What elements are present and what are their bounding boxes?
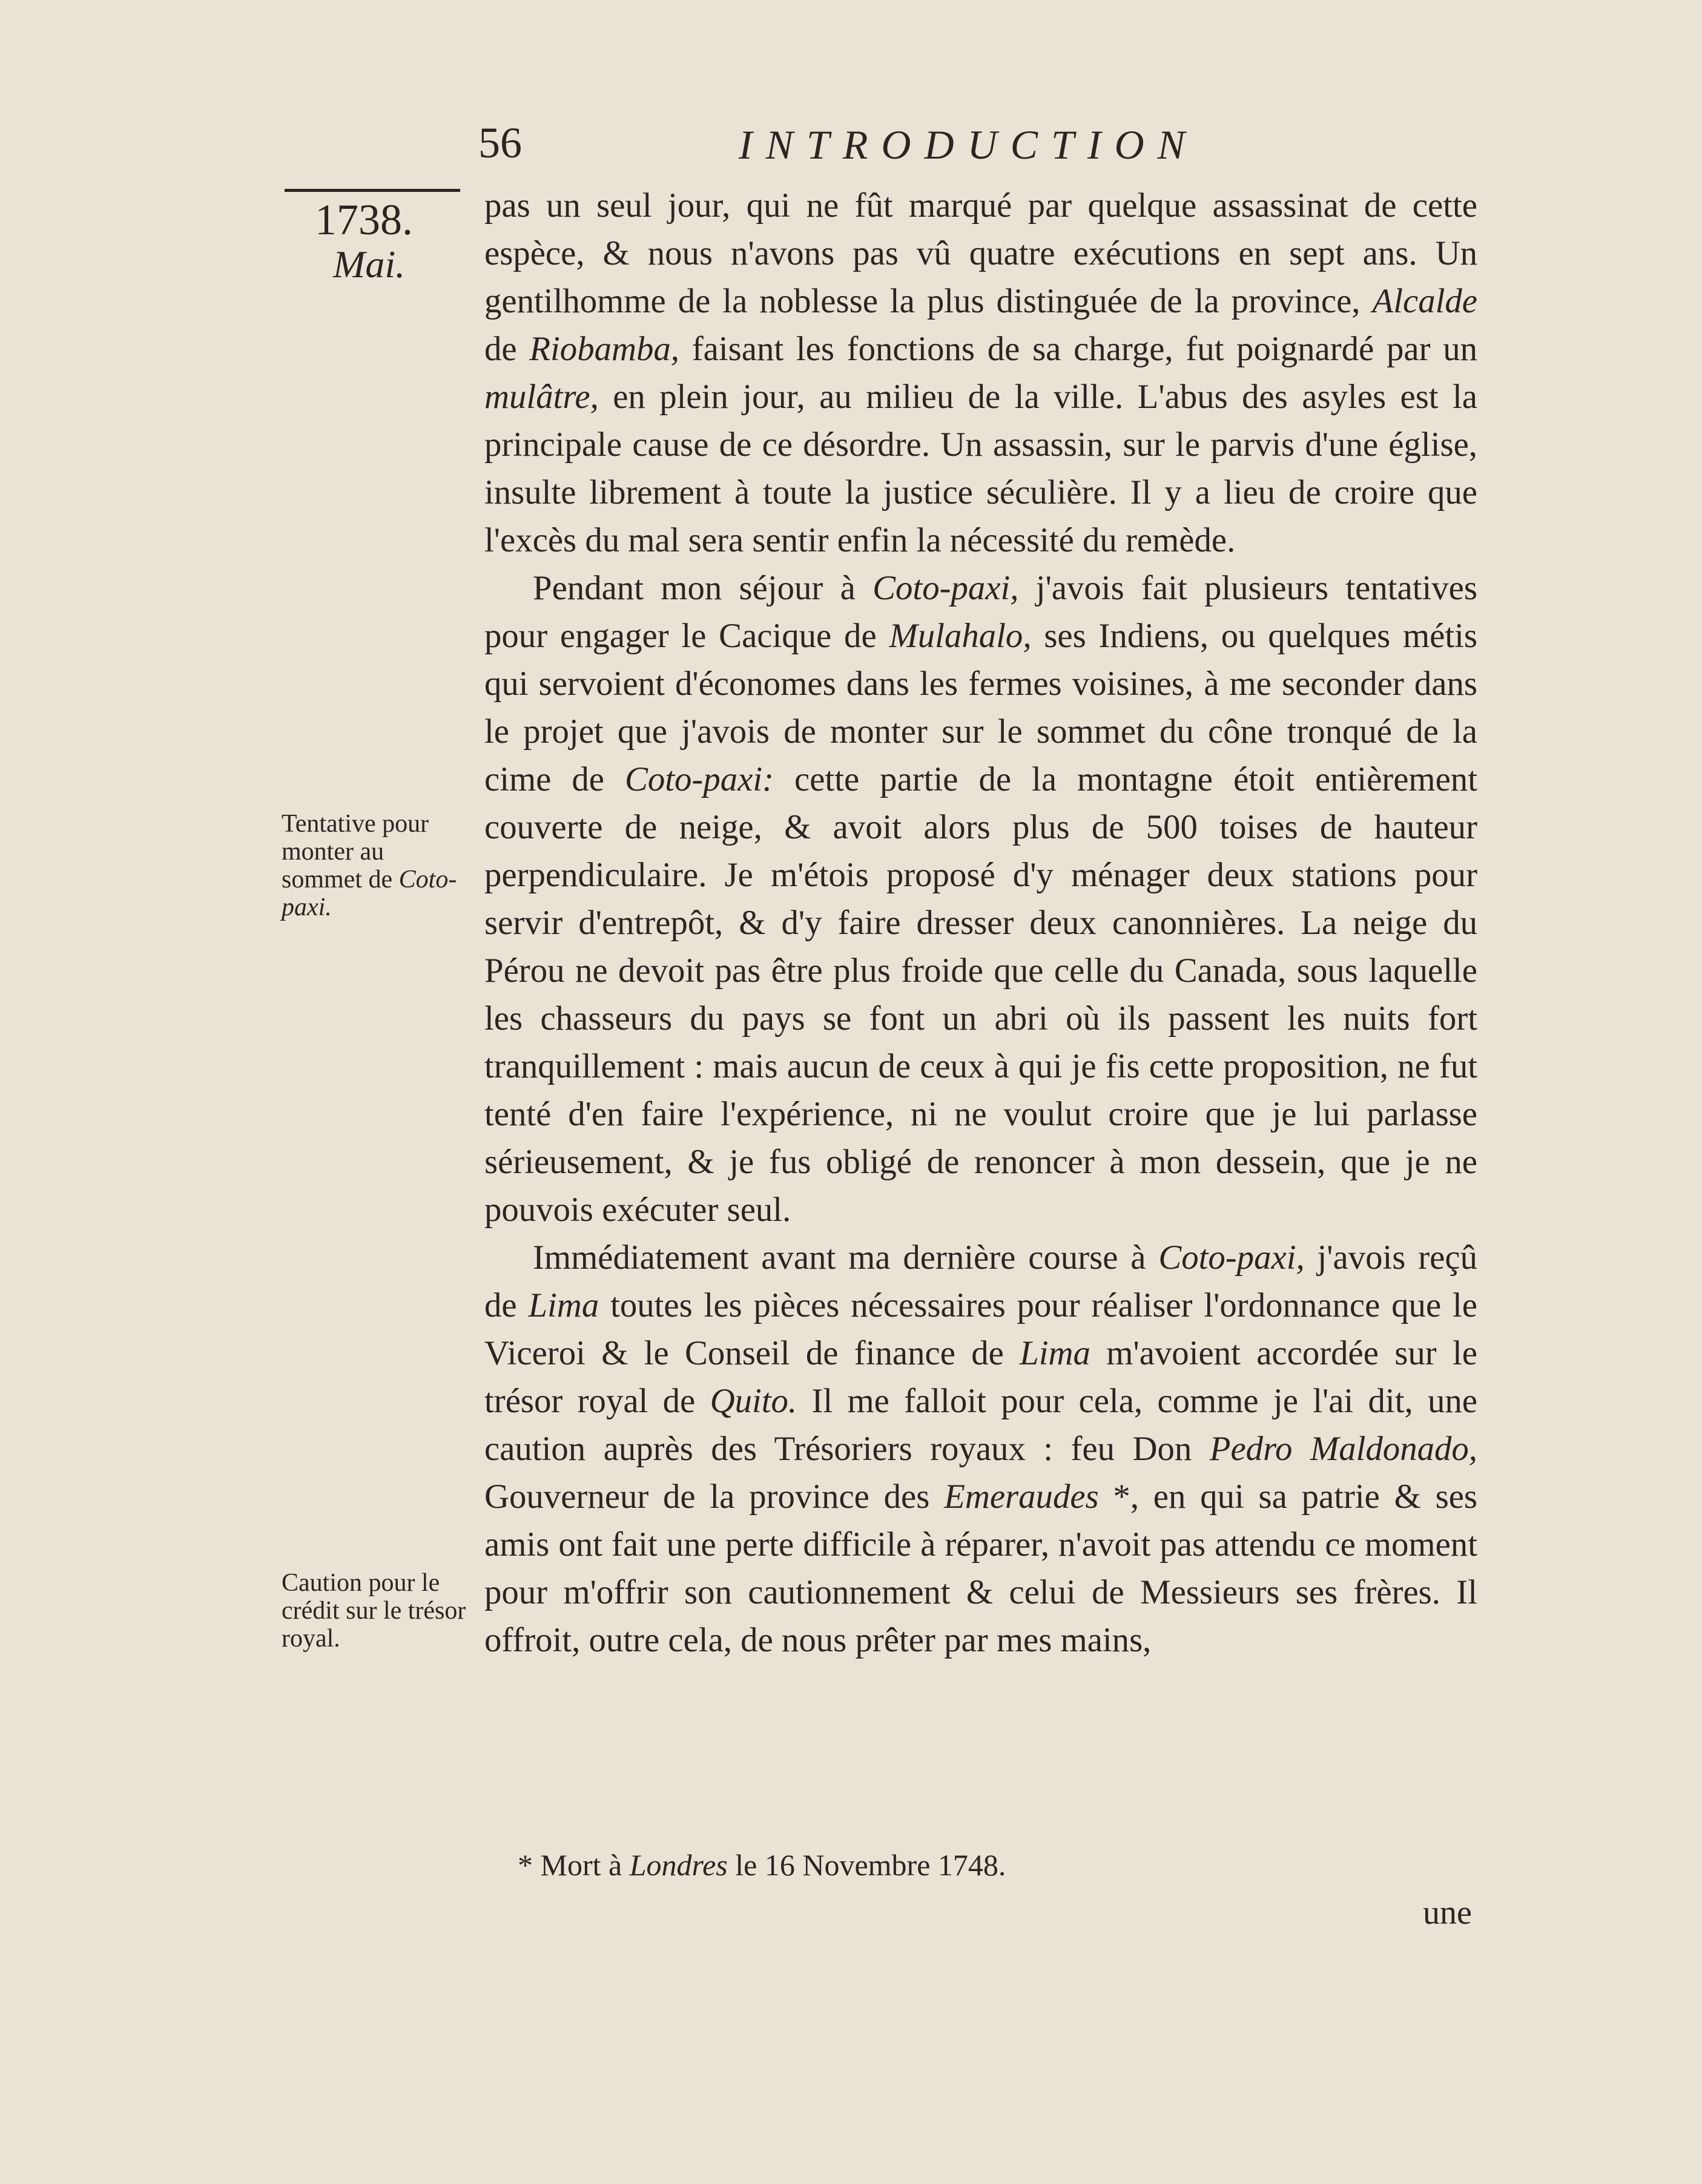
margin-year: 1738. <box>315 196 413 244</box>
running-title: INTRODUCTION <box>739 122 1198 168</box>
paragraph-2: Pendant mon séjour à Coto-paxi, j'avois fait plusieurs tentatives pour engager le Cacique de Mulahalo, ses Indiens, ou quelques métis qui servoient d'économes dans les fermes voisines, à me seconder dans le projet que j'avois de monter sur le sommet du cône tronqué de la cime de Coto-paxi: cette partie de la montagne étoit entièrement couverte de neige, & avoit alors plus de 500 toises de hauteur perpendiculaire. Je m'étois proposé d'y ménager deux stations pour servir d'entrepôt, & d'y faire dresser deux canonnières. La neige du Pérou ne devoit pas être plus froide que celle du Canada, sous laquelle les chasseurs du pays se font un abri où ils passent les nuits fort tranquillement : mais aucun de ceux à qui je fis cette proposition, ne fut tenté d'en faire l'expérience, ni ne voulut croire que je lui parlasse sérieusement, & je fus obligé de renoncer à mon dessein, que je ne pouvois exécuter seul. <box>484 569 1478 1229</box>
main-text <box>484 182 1477 1664</box>
margin-month: Mai. <box>333 243 406 286</box>
sidenote-caution: Caution pour le crédit sur le trésor royal. <box>282 1569 466 1653</box>
sidenote-tentative: Tentative pour monter au sommet de Coto-paxi. <box>282 810 457 921</box>
footnote: * Mort à Londres le 16 Novembre 1748. <box>518 1848 1006 1882</box>
page-number: 56 <box>478 119 522 167</box>
year-rule <box>285 189 460 192</box>
paragraph-1: pas un seul jour, qui ne fût marqué par quelque assassinat de cette espèce, & nous n'avons pas vû quatre exécutions en sept ans. Un gentilhomme de la noblesse la plus distinguée de la province, Alcalde de Riobamba, faisant les fonctions de sa charge, fut poignardé par un mulâtre, en plein jour, au milieu de la ville. L'abus des asyles est la principale cause de ce désordre. Un assassin, sur le parvis d'une église, insulte librement à toute la justice séculière. Il y a lieu de croire que l'excès du mal sera sentir enfin la nécessité du remède. <box>484 186 1477 559</box>
paragraph-3: Immédiatement avant ma dernière course à Coto-paxi, j'avois reçû de Lima toutes les pièces nécessaires pour réaliser l'ordonnance que le Viceroi & le Conseil de finance de Lima m'avoient accordée sur le trésor royal de Quito. Il me falloit pour cela, comme je l'ai dit, une caution auprès des Trésoriers royaux : feu Don Pedro Maldonado, Gouverneur de la province des Emeraudes *, en qui sa patrie & ses amis ont fait une perte difficile à réparer, n'avoit pas attendu ce moment pour m'offrir son cautionnement & celui de Messieurs ses frères. Il offroit, outre cela, de nous prêter par mes mains, <box>484 1238 1478 1659</box>
catchword: une <box>1423 1894 1472 1932</box>
